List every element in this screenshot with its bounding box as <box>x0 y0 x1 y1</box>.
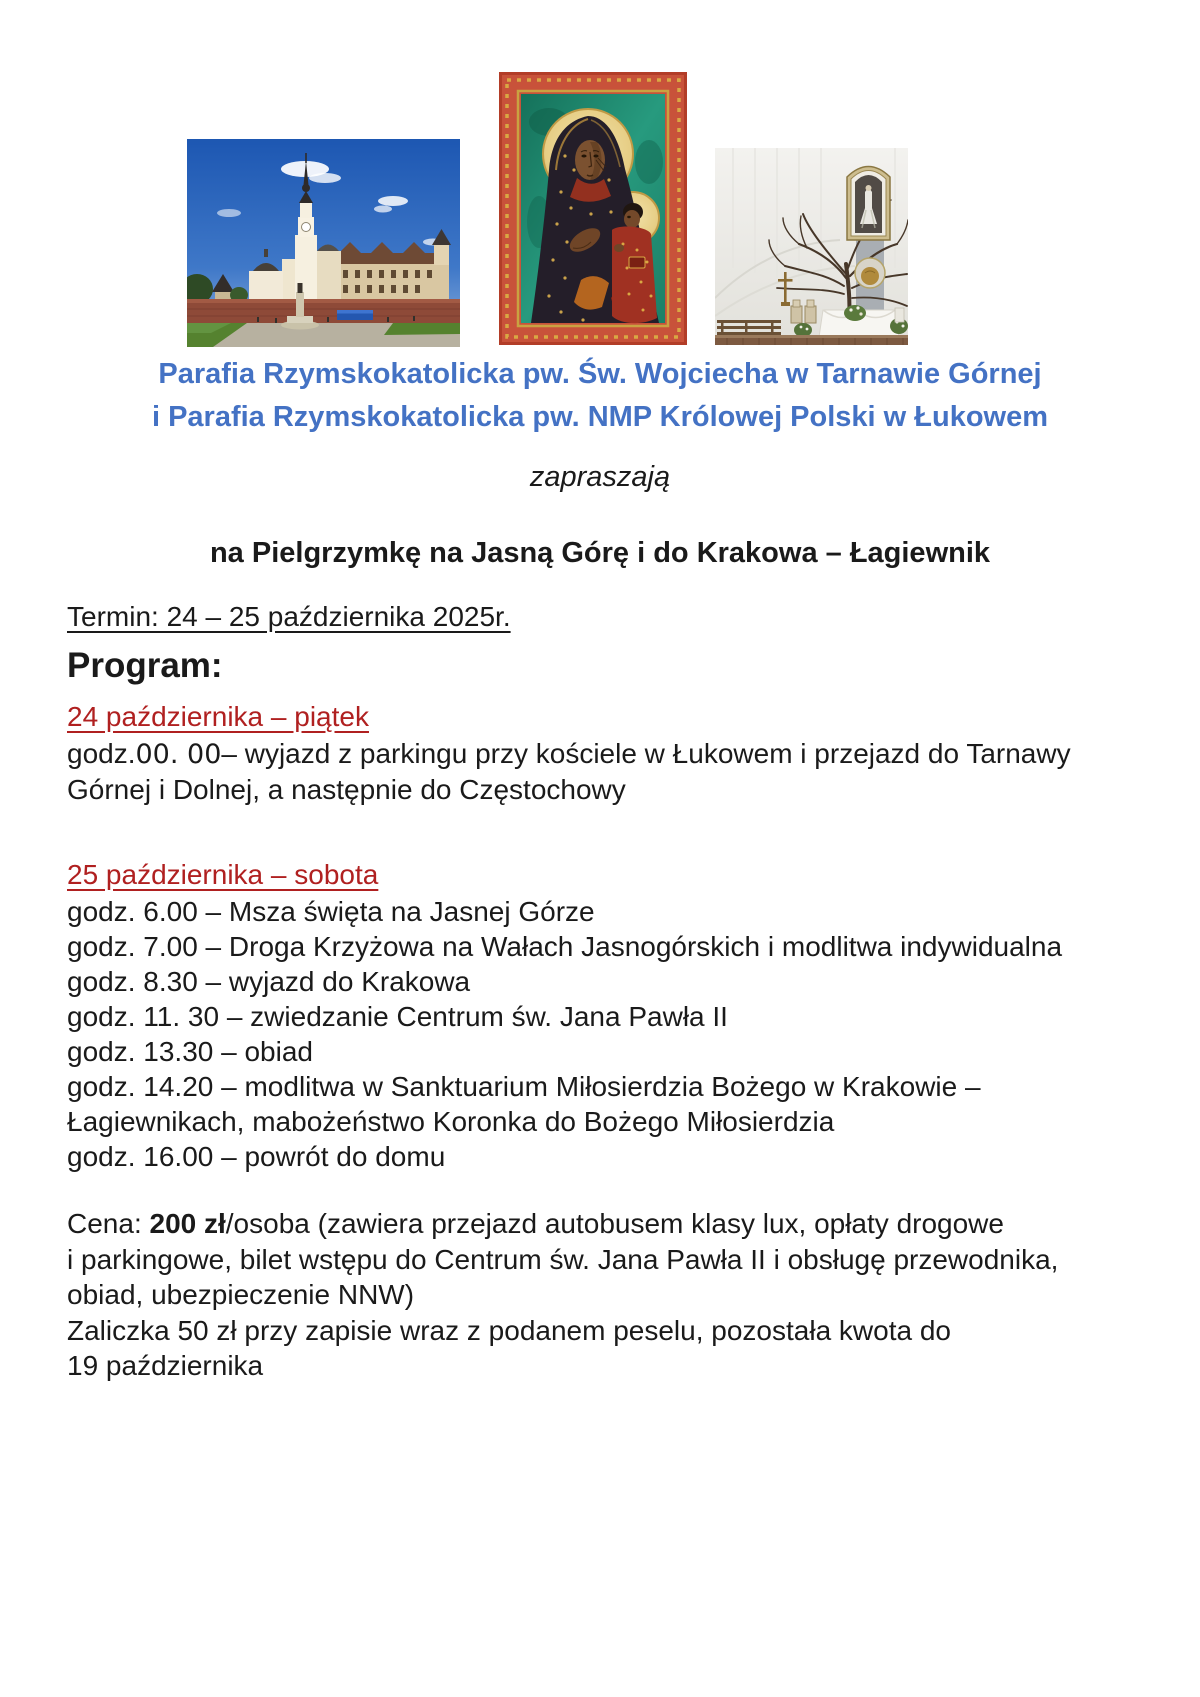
day1-line1-rest: – wyjazd z parkingu przy kościele w Łukowem i przejazd do Tarnawy <box>221 738 1071 769</box>
parish-heading-line2: i Parafia Rzymskokatolicka pw. NMP Królowej Polski w Łukowem <box>151 401 1049 433</box>
schedule-line: Łagiewnikach, mabożeństwo Koronka do Bożego Miłosierdzia <box>67 1106 835 1137</box>
schedule-line: godz. 16.00 – powrót do domu <box>67 1141 446 1172</box>
day1-heading: 24 października – piątek <box>67 701 369 732</box>
jasna-gora-monastery-photo <box>187 139 460 347</box>
schedule-line: godz. 11. 30 – zwiedzanie Centrum św. Jana Pawła II <box>67 1001 728 1032</box>
price-amount: 200 zł <box>149 1208 226 1239</box>
black-madonna-czestochowa-icon <box>499 72 687 345</box>
day2-heading: 25 października – sobota <box>67 859 379 890</box>
price-paragraph <box>67 1206 1155 1384</box>
price-line2: i parkingowe, bilet wstępu do Centrum św. Jana Pawła II i obsługę przewodnika, <box>67 1243 1059 1275</box>
schedule-line: godz. 7.00 – Droga Krzyżowa na Wałach Jasnogórskich i modlitwa indywidualna <box>67 931 1063 962</box>
lagiewniki-sanctuary-altar-photo <box>715 148 908 345</box>
schedule-line: godz. 8.30 – wyjazd do Krakowa <box>67 966 471 997</box>
day2-schedule <box>67 894 1155 1174</box>
day1-godz-prefix: godz. <box>67 738 136 769</box>
price-line1 <box>67 1206 1155 1242</box>
day1-time: 00. 00 <box>135 739 222 770</box>
program-heading: Program: <box>67 646 223 685</box>
deposit-line2: 19 października <box>67 1350 264 1381</box>
schedule-line: godz. 14.20 – modlitwa w Sanktuarium Miłosierdzia Bożego w Krakowie – <box>67 1071 981 1102</box>
parish-heading <box>0 353 1200 439</box>
price-line3: obiad, ubezpieczenie NNW) <box>67 1279 415 1310</box>
schedule-line: godz. 6.00 – Msza święta na Jasnej Górze <box>67 896 595 927</box>
price-line1-rest: /osoba (zawiera przejazd autobusem klasy lux, opłaty drogowe <box>225 1208 1004 1239</box>
invitation-text: zapraszają <box>529 461 671 493</box>
day1-schedule <box>67 736 1145 807</box>
deposit-line1: Zaliczka 50 zł przy zapisie wraz z podanem peselu, pozostała kwota do <box>67 1314 951 1346</box>
price-label: Cena: <box>67 1208 150 1239</box>
termin-line: Termin: 24 – 25 października 2025r. <box>67 601 511 632</box>
schedule-line: godz. 13.30 – obiad <box>67 1036 313 1067</box>
day1-line1 <box>67 736 1145 772</box>
day1-line2: Górnej i Dolnej, a następnie do Częstochowy <box>67 774 626 805</box>
parish-heading-line1: Parafia Rzymskokatolicka pw. Św. Wojciecha w Tarnawie Górnej <box>158 358 1042 390</box>
pilgrimage-title: na Pielgrzymkę na Jasną Górę i do Krakowa – Łagiewnik <box>209 537 991 569</box>
